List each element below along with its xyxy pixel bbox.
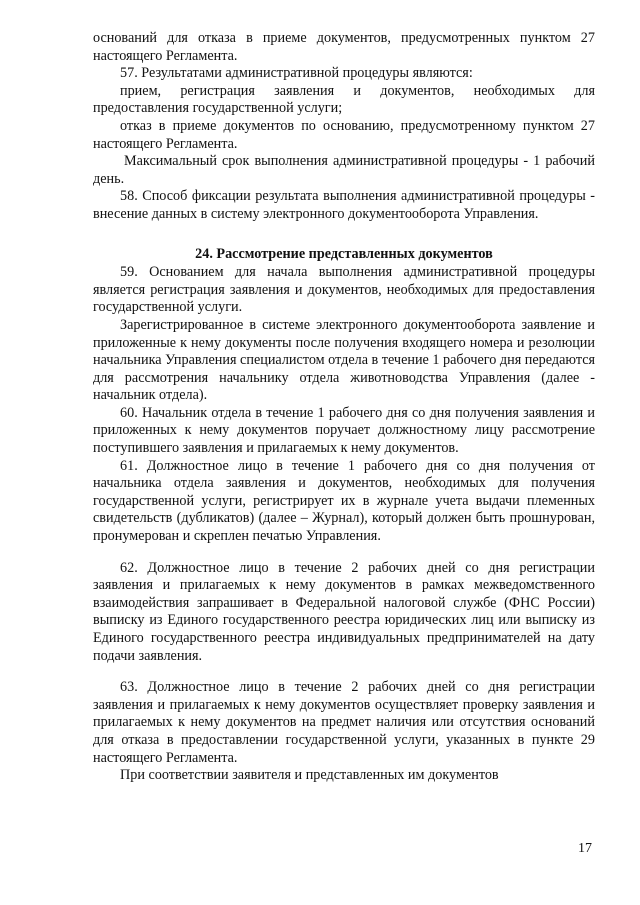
- paragraph-60: 60. Начальник отдела в течение 1 рабочего дня со дня получения заявления и приложенных к нему документов поручает должностному лицу рассмотрение поступившего заявления и прилагаемых к нему документов.: [93, 404, 595, 457]
- document-body: [93, 30, 595, 785]
- paragraph-57-item-1: прием, регистрация заявления и документов, необходимых для предоставления государственной услуги;: [93, 82, 595, 117]
- paragraph-63: 63. Должностное лицо в течение 2 рабочих дней со дня регистрации заявления и прилагаемых к нему документов осуществляет проверку заявления и прилагаемых к нему документов на предмет наличия или отсутствия оснований для отказа в предоставлении государственной услуги, указанных в пункте 29 настоящего Регламента.: [93, 679, 595, 766]
- paragraph-59-registered: Зарегистрированное в системе электронного документооборота заявление и приложенные к нему документы после получения входящего номера и резолюции начальника Управления специалистом отдела в течение 1 рабочего дня передаются для рассмотрения начальнику отдела животноводства Управления (далее - начальник отдела).: [93, 316, 596, 404]
- paragraph-63-continuation: При соответствии заявителя и представленных им документов: [120, 767, 499, 784]
- paragraph-61: 61. Должностное лицо в течение 1 рабочего дня со дня получения от начальника отдела заявления и документов, необходимых для получения государственной услуги, регистрирует их в журнале учета выдачи племенных свидетельств (дубликатов) (далее – Журнал), который должен быть прошнурован, пронумерован и скреплен печатью Управления.: [93, 457, 595, 545]
- paragraph-continuation: оснований для отказа в приеме документов, предусмотренных пунктом 27 настоящего Регламента.: [93, 30, 595, 64]
- paragraph-57-item-2: отказ в приеме документов по основанию, предусмотренному пунктом 27 настоящего Регламента.: [93, 117, 595, 152]
- paragraph-58: 58. Способ фиксации результата выполнения административной процедуры - внесение данных в систему электронного документооборота Управления.: [93, 188, 595, 222]
- paragraph-max-term: Максимальный срок выполнения административной процедуры - 1 рабочий день.: [93, 153, 595, 187]
- paragraph-59: 59. Основанием для начала выполнения административной процедуры является регистрация заявления и документов, необходимых для предоставления государственной услуги.: [93, 264, 595, 316]
- paragraph-57: 57. Результатами административной процедуры являются:: [120, 65, 473, 82]
- page-number: 17: [578, 841, 592, 856]
- paragraph-62: 62. Должностное лицо в течение 2 рабочих дней со дня регистрации заявления и прилагаемых к нему документов в рамках межведомственного взаимодействия запрашивает в Федеральной налоговой службе (ФНС России) выписку из Единого государственного реестра юридических лиц или выписку из Единого государственного реестра индивидуальных предпринимателей на дату подачи заявления.: [93, 559, 595, 664]
- section-heading: 24. Рассмотрение представленных документов: [195, 245, 493, 262]
